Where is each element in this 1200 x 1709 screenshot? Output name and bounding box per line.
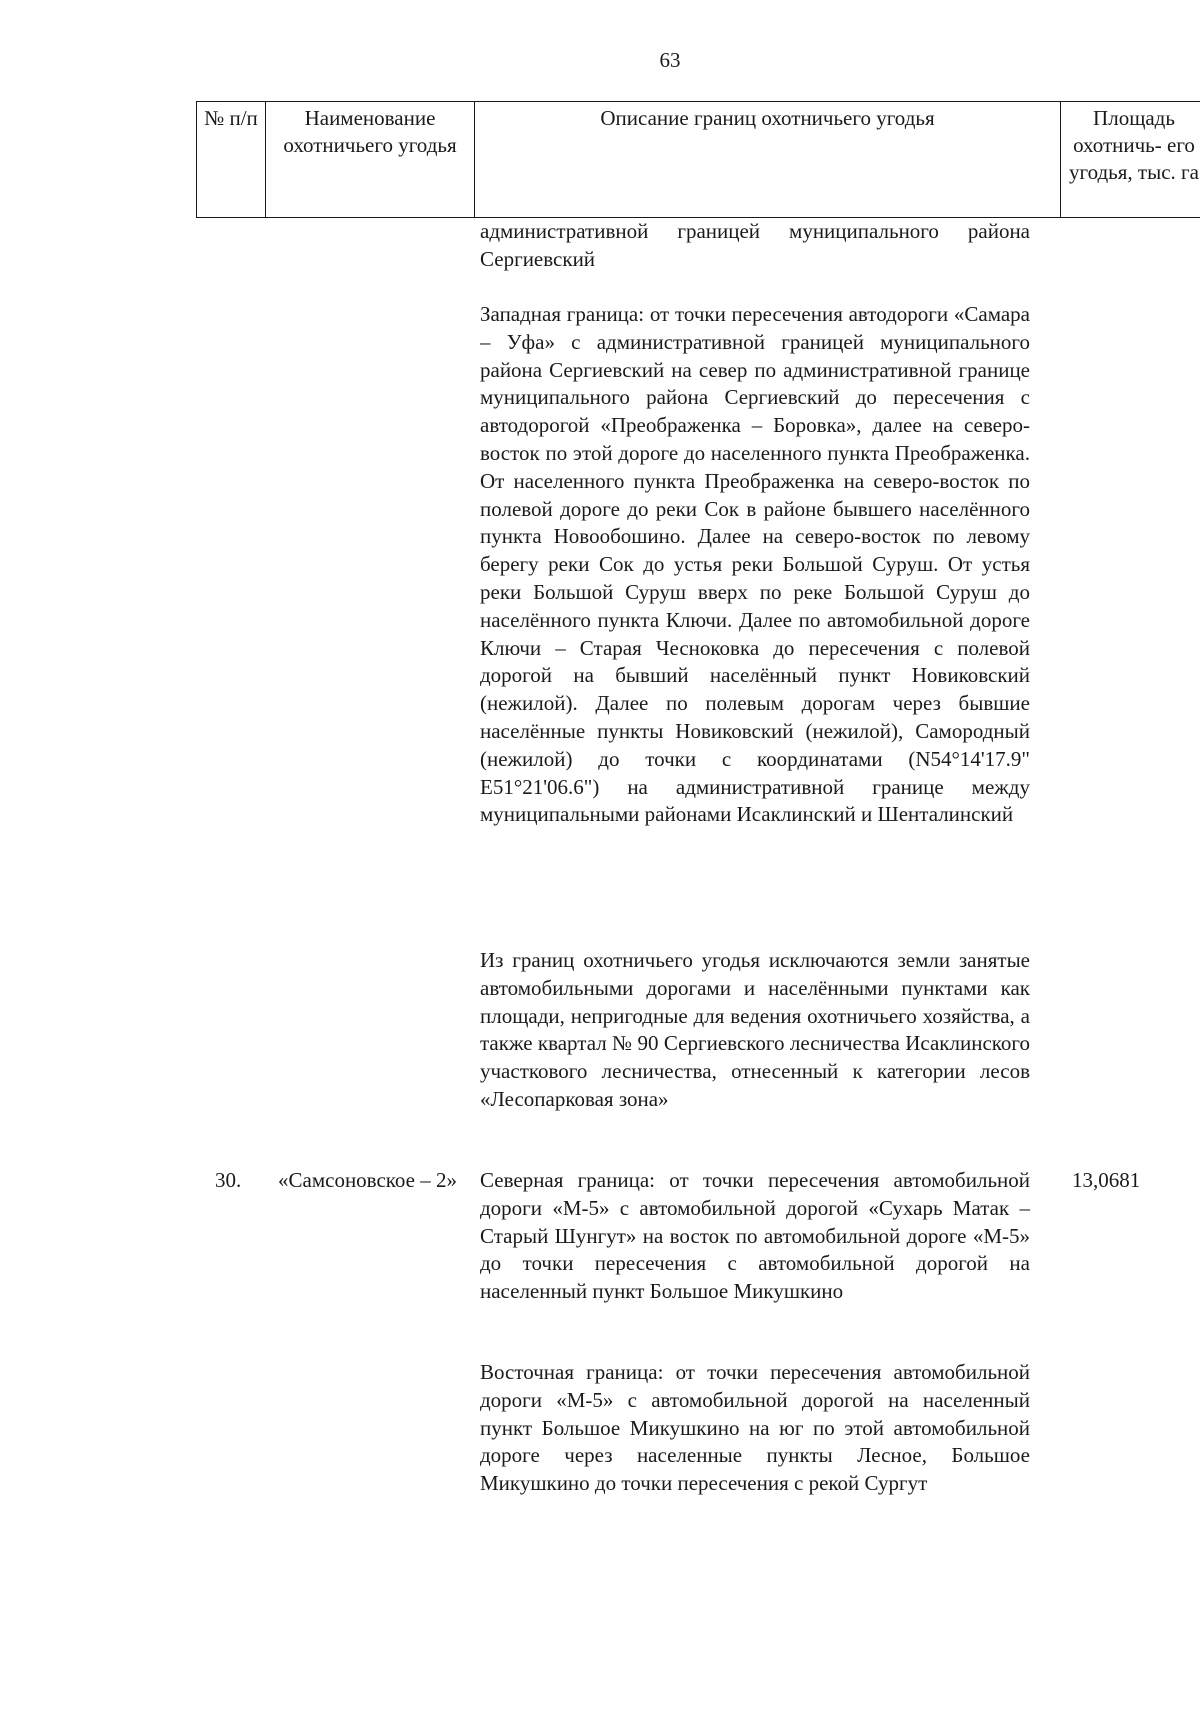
page-number: 63: [659, 48, 681, 72]
description-paragraph: административной границей муниципального района Сергиевский: [480, 219, 1030, 271]
header-name: Наименование охотничьего угодья: [266, 102, 475, 218]
description-paragraph: Северная граница: от точки пересечения автомобильной дороги «М-5» с автомобильной дорогой «Сухарь Матак – Старый Шунгут» на восток по автомобильной дороге «М-5» до точки пересечения с автомобильной дорогой на населенный пункт Большое Микушкино: [480, 1168, 1030, 1304]
description-paragraph: Из границ охотничьего угодья исключаются земли занятые автомобильными дорогами и населёнными пунктами как площади, непригодные для ведения охотничьего хозяйства, а также квартал № 90 Сергиевского лесничества Исаклинского участкового лесничества, отнесенный к категории лесов «Лесопарковая зона»: [480, 948, 1030, 1111]
description-paragraph: Восточная граница: от точки пересечения автомобильной дороги «М-5» с автомобильной дорогой на населенный пункт Большое Микушкино на юг по этой автомобильной дороге через населенные пункты Лесное, Большое Микушкино до точки пересечения с рекой Сургут: [480, 1360, 1030, 1496]
header-num: № п/п: [197, 102, 266, 218]
entry-name: «Самсоновское – 2»: [278, 1168, 458, 1192]
boundaries-table-header: [196, 101, 1200, 218]
header-area: Площадь охотничь- его угодья, тыс. га: [1061, 102, 1200, 218]
entry-number: 30.: [215, 1168, 242, 1192]
header-description: Описание границ охотничьего угодья: [475, 102, 1061, 218]
entry-area: 13,0681: [1072, 1168, 1141, 1192]
description-paragraph: Западная граница: от точки пересечения автодороги «Самара – Уфа» с административной границей муниципального района Сергиевский на север по административной границе муниципального района Сергиевский до пересечения с автодорогой «Преображенка – Боровка», далее на северо-восток по этой дороге до населенного пункта Преображенка. От населенного пункта Преображенка на северо-восток по полевой дороге до реки Сок в районе бывшего населённого пункта Новообошино. Далее на северо-восток по левому берегу реки Сок до устья реки Большой Суруш. От устья реки Большой Суруш вверх по реке Большой Суруш до населённого пункта Ключи. Далее по автомобильной дороге Ключи – Старая Чесноковка до пересечения с полевой дорогой на бывший населённый пункт Новиковский (нежилой). Далее по полевым дорогам через бывшие населённые пункты Новиковский (нежилой), Самородный (нежилой) до точки с координатами (N54°14'17.9" E51°21'06.6") на административной границе между муниципальными районами Исаклинский и Шенталинский: [480, 302, 1030, 827]
